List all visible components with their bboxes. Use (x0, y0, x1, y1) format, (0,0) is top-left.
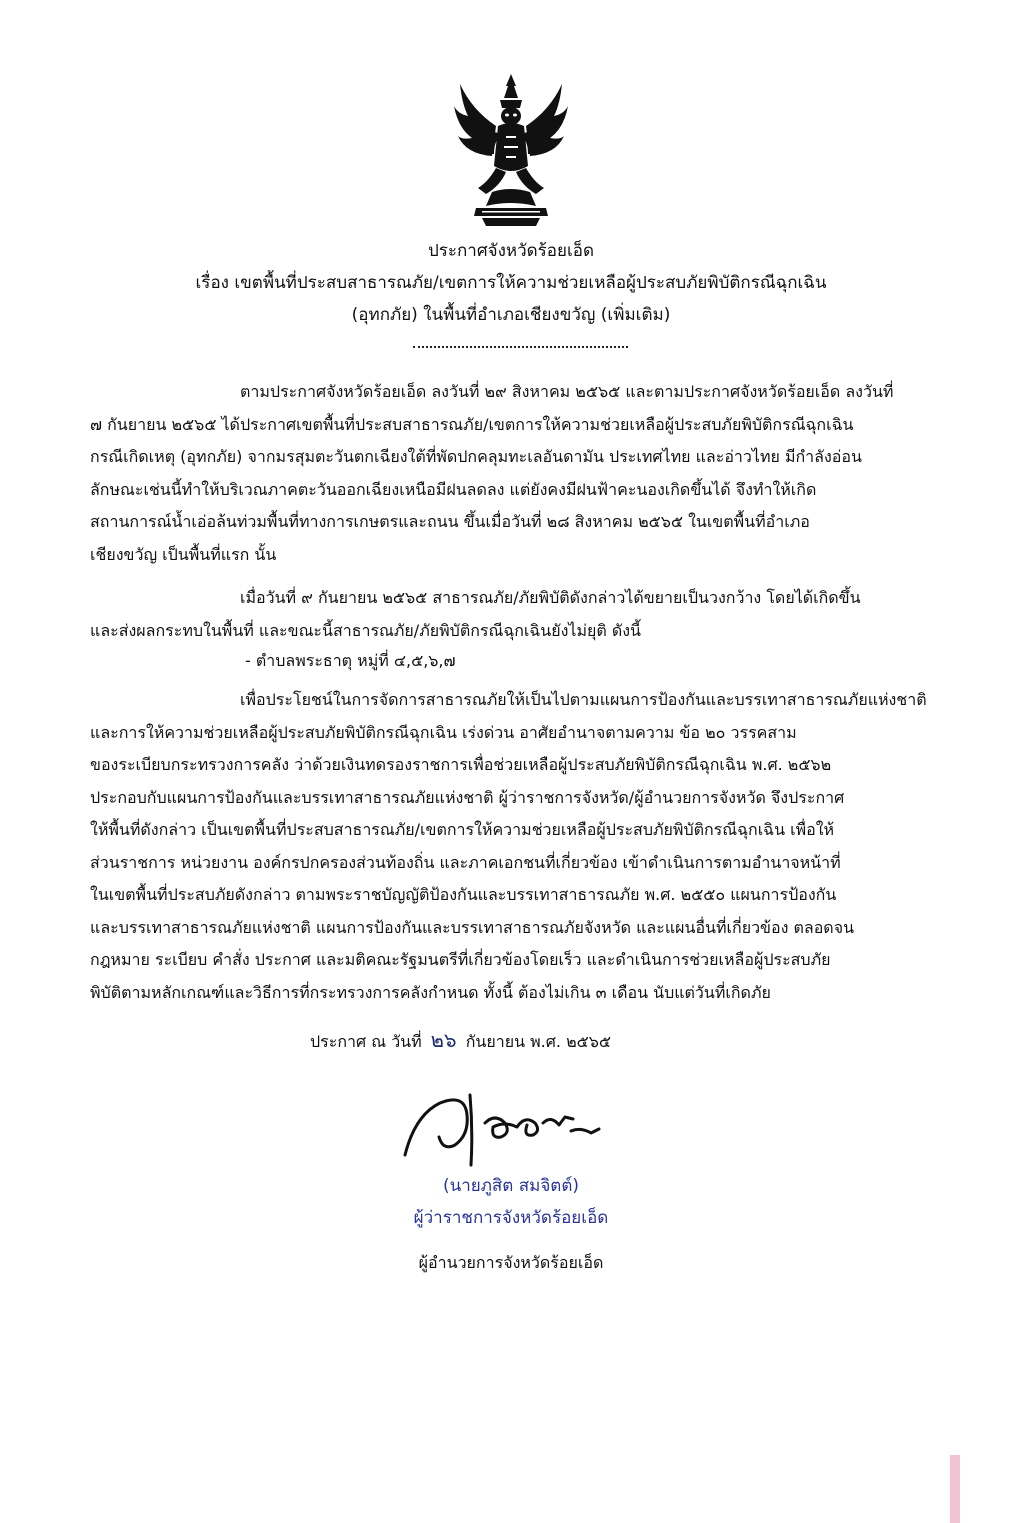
paragraph-line: ของระเบียบกระทรวงการคลัง ว่าด้วยเงินทดรองราชการเพื่อช่วยเหลือผู้ประสบภัยพิบัติกรณีฉุกเฉิน พ.ศ. ๒๕๖๒ (90, 755, 832, 774)
paragraph-line: และบรรเทาสาธารณภัยแห่งชาติ แผนการป้องกันและบรรเทาสาธารณภัยจังหวัด และแผนอื่นที่เกี่ยวข้อง ตลอดจน (90, 917, 855, 937)
signer-title-governor: ผู้ว่าราชการจังหวัดร้อยเอ็ด (413, 1208, 609, 1228)
paragraph-line: ส่วนราชการ หน่วยงาน องค์กรปกครองส่วนท้องถิ่น และภาคเอกชนที่เกี่ยวข้อง เข้าดำเนินการตามอำนาจหน้าที่ (90, 852, 841, 872)
paragraph-line: เชียงขวัญ เป็นพื้นที่แรก นั้น (90, 544, 277, 564)
paragraph-line: ๗ กันยายน ๒๕๖๕ ได้ประกาศเขตพื้นที่ประสบสาธารณภัย/เขตการให้ความช่วยเหลือผู้ประสบภัยพิบัติกรณีฉุกเฉิน (90, 414, 854, 434)
paragraph-3 (90, 684, 932, 1009)
signer-title-director: ผู้อำนวยการจังหวัดร้อยเอ็ด (418, 1253, 604, 1272)
garuda-emblem-icon (452, 70, 570, 230)
announcement-date (310, 1024, 611, 1058)
paragraph-2 (90, 582, 932, 647)
document-title: ประกาศจังหวัดร้อยเอ็ด (427, 241, 595, 261)
paragraph-line: ประกอบกับแผนการป้องกันและบรรเทาสาธารณภัยแห่งชาติ ผู้ว่าราชการจังหวัด/ผู้อำนวยการจังหวัด จึงประกาศ (90, 787, 845, 807)
paragraph-line: กรณีเกิดเหตุ (อุทกภัย) จากมรสุมตะวันตกเฉียงใต้ที่พัดปกคลุมทะเลอันดามัน ประเทศไทย และอ่าวไทย มีกำลังอ่อน (90, 447, 862, 466)
paragraph-line: ตามประกาศจังหวัดร้อยเอ็ด ลงวันที่ ๒๙ สิงหาคม ๒๕๖๕ และตามประกาศจังหวัดร้อยเอ็ด ลงวันที่ (240, 382, 894, 401)
handwritten-signature (395, 1085, 625, 1180)
paragraph-line: กฎหมาย ระเบียบ คำสั่ง ประกาศ และมติคณะรัฐมนตรีที่เกี่ยวข้องโดยเร็ว และดำเนินการช่วยเหลือผู้ประสบภัย (90, 950, 831, 969)
date-suffix: กันยายน พ.ศ. ๒๕๖๕ (465, 1032, 611, 1051)
paragraph-1 (90, 376, 932, 571)
paragraph-line: ในเขตพื้นที่ประสบภัยดังกล่าว ตามพระราชบัญญัติป้องกันและบรรเทาสาธารณภัย พ.ศ. ๒๕๕๐ แผนการป้องกัน (90, 885, 837, 904)
date-prefix: ประกาศ ณ วันที่ (310, 1032, 422, 1051)
signer-name: (นายภูสิต สมจิตต์) (442, 1176, 580, 1196)
paragraph-line: และการให้ความช่วยเหลือผู้ประสบภัยพิบัติกรณีฉุกเฉิน เร่งด่วน อาศัยอำนาจตามความ ข้อ ๒๐ วรรคสาม (90, 722, 797, 742)
paragraph-line: และส่งผลกระทบในพื้นที่ และขณะนี้สาธารณภัย/ภัยพิบัติกรณีฉุกเฉินยังไม่ยุติ ดังนี้ (90, 620, 641, 640)
affected-area-bullet: - ตำบลพระธาตุ หมู่ที่ ๔,๕,๖,๗ (245, 651, 456, 670)
paragraph-line: เพื่อประโยชน์ในการจัดการสาธารณภัยให้เป็นไปตามแผนการป้องกันและบรรเทาสาธารณภัยแห่งชาติ (240, 690, 927, 709)
paragraph-line: ลักษณะเช่นนี้ทำให้บริเวณภาคตะวันออกเฉียงเหนือมีฝนลดลง แต่ยังคงมีฝนฟ้าคะนองเกิดขึ้นได้ จึงทำให้เกิด (90, 479, 817, 499)
paragraph-line: เมื่อวันที่ ๙ กันยายน ๒๕๖๕ สาธารณภัย/ภัยพิบัติดังกล่าวได้ขยายเป็นวงกว้าง โดยได้เกิดขึ้น (240, 588, 861, 607)
page-edge-mark (950, 1455, 960, 1523)
dotted-separator (413, 346, 628, 348)
document-subject: เรื่อง เขตพื้นที่ประสบสาธารณภัย/เขตการให้ความช่วยเหลือผู้ประสบภัยพิบัติกรณีฉุกเฉิน (195, 273, 827, 293)
handwritten-day: ๒๖ (430, 1028, 457, 1052)
document-subject-continued: (อุทกภัย) ในพื้นที่อำเภอเชียงขวัญ (เพิ่มเติม) (351, 305, 671, 325)
paragraph-line: ให้พื้นที่ดังกล่าว เป็นเขตพื้นที่ประสบสาธารณภัย/เขตการให้ความช่วยเหลือผู้ประสบภัยพิบัติกรณีฉุกเฉิน เพื่อให้ (90, 820, 835, 839)
paragraph-line: พิบัติตามหลักเกณฑ์และวิธีการที่กระทรวงการคลังกำหนด ทั้งนี้ ต้องไม่เกิน ๓ เดือน นับแต่วันที่เกิดภัย (90, 982, 771, 1002)
paragraph-line: สถานการณ์น้ำเอ่อล้นท่วมพื้นที่ทางการเกษตรและถนน ขึ้นเมื่อวันที่ ๒๘ สิงหาคม ๒๕๖๕ ในเขตพื้นที่อำเภอ (90, 512, 810, 531)
